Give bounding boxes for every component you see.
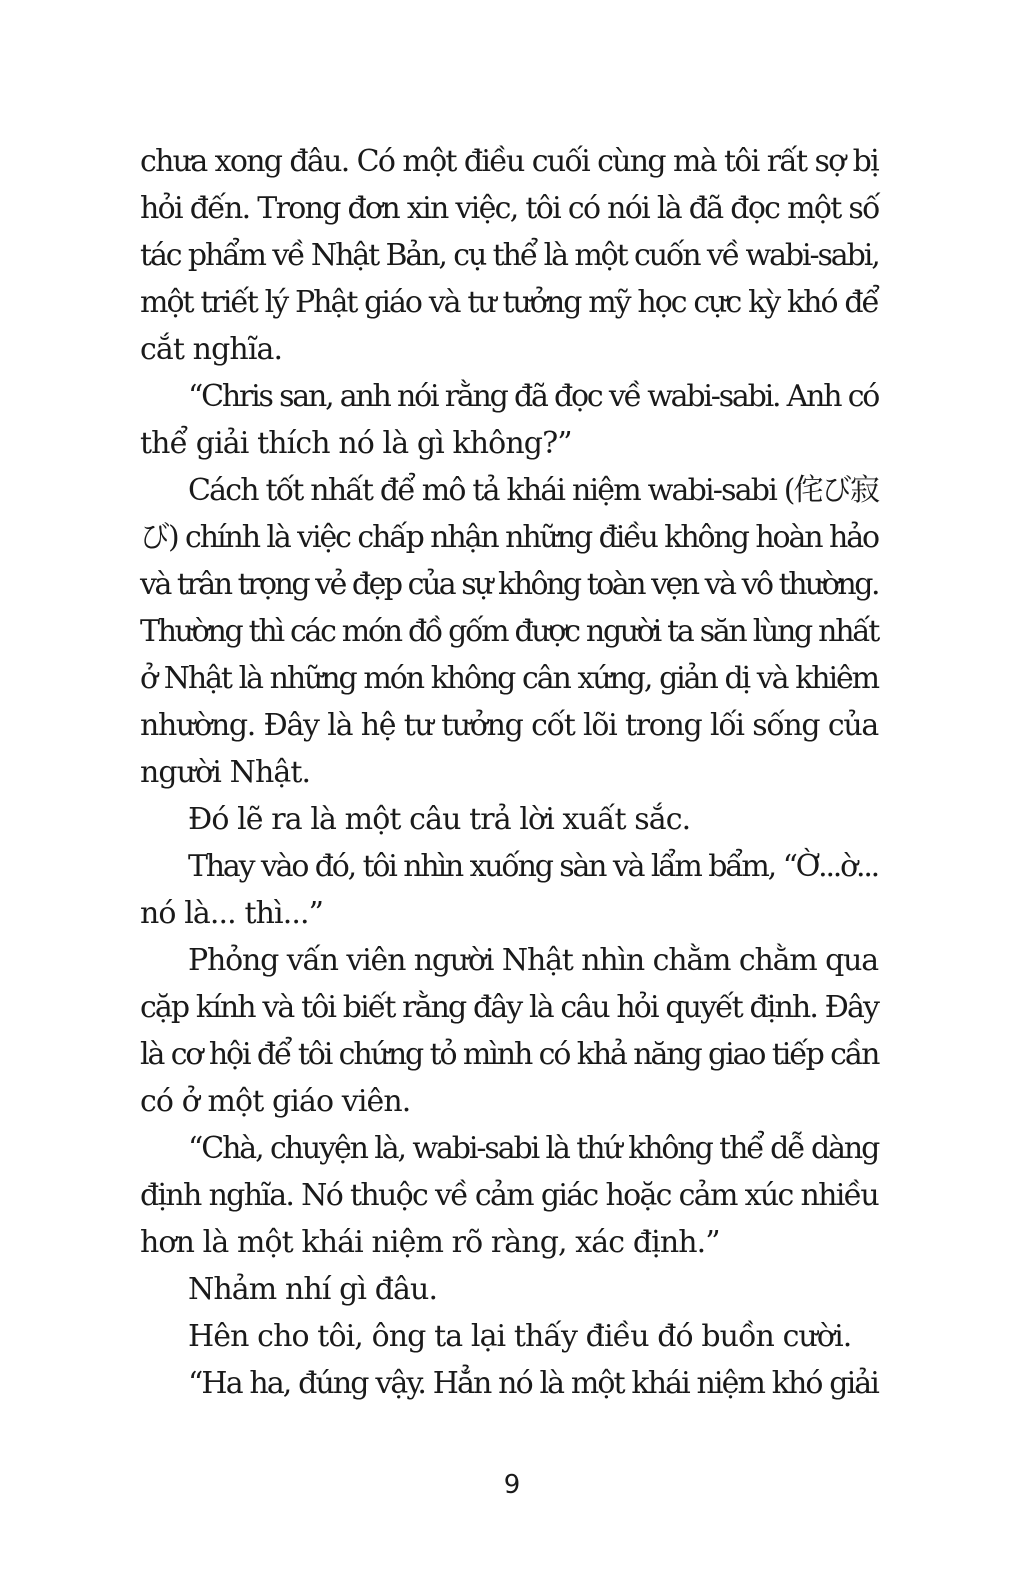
text-line: Nhảm nhí gì đâu. (188, 1272, 438, 1307)
text-line: người Nhật. (140, 755, 311, 790)
text-line: “Chà, chuyện là, wabi-sabi là thứ không thể dễ dàng (188, 1131, 879, 1166)
text-line: cặp kính và tôi biết rằng đây là câu hỏi quyết định. Đây (140, 990, 878, 1025)
text-line: và trân trọng vẻ đẹp của sự không toàn vẹn và vô thường. (140, 567, 878, 602)
text-line: nó là... thì...” (140, 896, 324, 931)
text-line: Cách tốt nhất để mô tả khái niệm wabi-sabi (侘び寂 (188, 473, 879, 508)
text-line: “Chris san, anh nói rằng đã đọc về wabi-sabi. Anh có (188, 379, 879, 414)
text-line: ở Nhật là những món không cân xứng, giản dị và khiêm (140, 661, 878, 696)
text-line: một triết lý Phật giáo và tư tưởng mỹ học cực kỳ khó để (140, 285, 878, 320)
page-number: 9 (503, 1470, 521, 1500)
text-line: nhường. Đây là hệ tư tưởng cốt lõi trong lối sống của (140, 708, 878, 743)
text-line: Thường thì các món đồ gốm được người ta săn lùng nhất (140, 614, 879, 649)
text-line: định nghĩa. Nó thuộc về cảm giác hoặc cảm xúc nhiều (140, 1178, 878, 1213)
book-page-text (140, 138, 878, 1407)
text-line: Thay vào đó, tôi nhìn xuống sàn và lẩm bẩm, “Ờ...ờ... (188, 849, 878, 884)
text-line: Hên cho tôi, ông ta lại thấy điều đó buồn cười. (188, 1319, 852, 1354)
text-line: có ở một giáo viên. (140, 1084, 411, 1119)
text-line: び) chính là việc chấp nhận những điều không hoàn hảo (140, 520, 878, 555)
text-line: “Ha ha, đúng vậy. Hẳn nó là một khái niệm khó giải (188, 1366, 878, 1401)
text-line: Đó lẽ ra là một câu trả lời xuất sắc. (188, 802, 691, 837)
text-line: hỏi đến. Trong đơn xin việc, tôi có nói là đã đọc một số (140, 191, 879, 226)
text-line: là cơ hội để tôi chứng tỏ mình có khả năng giao tiếp cần (140, 1037, 879, 1072)
text-line: tác phẩm về Nhật Bản, cụ thể là một cuốn về wabi-sabi, (140, 238, 879, 273)
text-line: thể giải thích nó là gì không?” (140, 426, 572, 461)
text-line: chưa xong đâu. Có một điều cuối cùng mà tôi rất sợ bị (140, 144, 878, 179)
text-line: hơn là một khái niệm rõ ràng, xác định.” (140, 1225, 720, 1260)
text-line: Phỏng vấn viên người Nhật nhìn chằm chằm qua (188, 943, 878, 978)
text-line: cắt nghĩa. (140, 332, 283, 367)
